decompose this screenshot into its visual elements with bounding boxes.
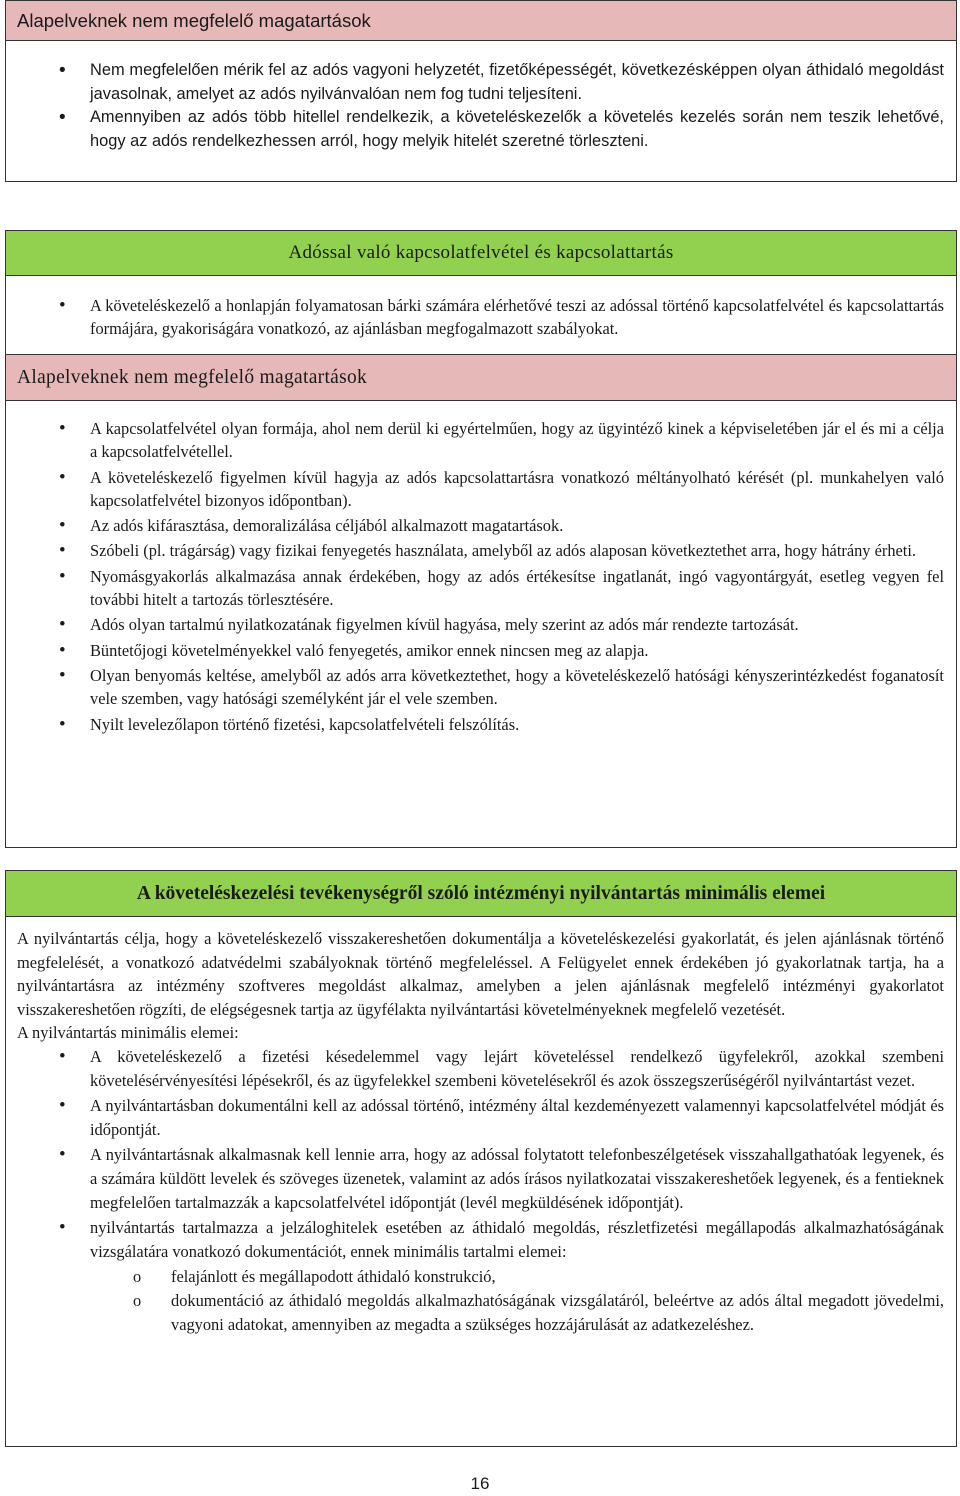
sub-list-item: o felajánlott és megállapodott áthidaló konstrukció, [17, 1265, 944, 1289]
bullet-list [6, 294, 956, 340]
section-header [6, 231, 956, 276]
list-item: • Büntetőjogi követelményekkel való fenyegetés, amikor ennek nincsen meg az alapja. [6, 639, 956, 662]
section-inappropriate-conduct-1 [5, 0, 957, 182]
list-item: • Az adós kifárasztása, demoralizálása céljából alkalmazott magatartások. [6, 514, 956, 537]
list-item: • A követeléskezelő a fizetési késedelemmel vagy lejárt követeléssel rendelkező ügyfelekről, azokkal szembeni követelésérvényesítési lépésekről, és az ügyfelekkel szembeni követelésekről és azok összegszerűségéről nyilvántartást vezet. [17, 1045, 944, 1092]
list-item: • A követeléskezelő a honlapján folyamatosan bárki számára elérhetővé teszi az adóssal történő kapcsolatfelvétel és kapcsolattartás formájára, gyakoriságára vonatkozó, az ajánlásban megfogalmazott szabályokat. [6, 294, 956, 340]
section-header [6, 1, 956, 41]
lead-text: A nyilvántartás minimális elemei: [17, 1023, 239, 1043]
sub-list-item: o dokumentáció az áthidaló megoldás alkalmazhatóságának vizsgálatáról, beleértve az adós által megadott jövedelmi, vagyoni adatokat, amennyiben az megadta a szükséges hozzájárulását az adatkezeléshez. [17, 1289, 944, 1336]
bullet-list [6, 417, 956, 736]
section-records [5, 870, 957, 1447]
list-item: • A követeléskezelő figyelmen kívül hagyja az adós kapcsolattartásra vonatkozó méltányolható kérését (pl. munkahelyen való kapcsolatfelvétel bizonyos időpontban). [6, 466, 956, 513]
list-item: • nyilvántartás tartalmazza a jelzáloghitelek esetében az áthidaló megoldás, részletfizetési megállapodás alkalmazhatóságának vizsgálatára vonatkozó dokumentációt, ennek minimális tartalmi elemei: [17, 1216, 944, 1263]
page-number: 16 [470, 1474, 490, 1493]
list-item: • Szóbeli (pl. trágárság) vagy fizikai fenyegetés használata, amelyből az adós alaposan következtethet arra, hogy hátrány érheti. [6, 539, 956, 562]
subsection-title: Alapelveknek nem megfelelő magatartások [17, 366, 368, 388]
bullet-list [17, 1045, 944, 1263]
list-item: • Amennyiben az adós több hitellel rendelkezik, a követeléskezelők a követelés kezelés során nem teszik lehetővé, hogy az adós rendelkezhessen arról, hogy melyik hitelét szeretné törleszteni. [6, 106, 956, 153]
list-item: • Nem megfelelően mérik fel az adós vagyoni helyzetét, fizetőképességét, következésképpen olyan áthidaló megoldást javasolnak, amelyet az adós nyilvánvalóan nem fog tudni teljesíteni. [6, 59, 956, 106]
section-title: Alapelveknek nem megfelelő magatartások [17, 9, 371, 31]
intro-paragraph: A nyilvántartás célja, hogy a követeléskezelő visszakereshetően dokumentálja a követeléskezelési gyakorlatát, és jelen ajánlásnak történő megfelelését, a vonatkozó adatvédelmi szabályoknak történő megfeleléssel. A Felügyelet ennek érdekében jó gyakorlatnak tartja, ha a nyilvántartásra az intézmény szoftveres megoldást alkalmaz, amelyben a jelen ajánlásnak megfelelő intézményi gyakorlatot visszakereshetően rögzíti, de elégségesnek tartja az ügyfélakta nyilvántartási követelményeknek megfelelő vezetését. [17, 929, 944, 1019]
section-header [6, 871, 956, 917]
section-title: A követeléskezelési tevékenységről szóló intézményi nyilvántartás minimális elemei [136, 882, 826, 904]
list-item: • A kapcsolatfelvétel olyan formája, ahol nem derül ki egyértelműen, hogy az ügyintéző kinek a képviseletében jár el és mi a célja a kapcsolatfelvétellel. [6, 417, 956, 464]
list-item: • Olyan benyomás keltése, amelyből az adós arra következtethet, hogy a követeléskezelő hatósági kényszerintézkedést foganatosít vele szemben, vagy hatósági személyként jár el vele szemben. [6, 664, 956, 711]
bullet-list [6, 59, 956, 153]
sub-bullet-list [17, 1265, 944, 1336]
subsection-header [6, 354, 956, 401]
list-item: • Nyomásgyakorlás alkalmazása annak érdekében, hogy az adós értékesítse ingatlanát, ingó vagyontárgyát, esetleg vegyen fel további hitelt a tartozás törlesztésére. [6, 565, 956, 612]
list-item: • A nyilvántartásban dokumentálni kell az adóssal történő, intézmény által kezdeményezett valamennyi kapcsolatfelvétel módját és időpontját. [17, 1094, 944, 1141]
list-item: • Adós olyan tartalmú nyilatkozatának figyelmen kívül hagyása, mely szerint az adós már rendezte tartozását. [6, 613, 956, 636]
list-item: • A nyilvántartásnak alkalmasnak kell lennie arra, hogy az adóssal folytatott telefonbeszélgetések visszahallgathatóak legyenek, és a számára küldött levelek és szöveges üzenetek, valamint az adós írásos nyilatkozatai visszakereshetőek legyenek, és a fentieknek megfelelően tartalmazzák a kapcsolatfelvétel időpontját (levél megküldésének időpontját). [17, 1143, 944, 1214]
section-title: Adóssal való kapcsolatfelvétel és kapcsolattartás [288, 242, 674, 263]
section-body [6, 917, 956, 1336]
section-contact [5, 230, 957, 848]
list-item: • Nyilt levelezőlapon történő fizetési, kapcsolatfelvételi felszólítás. [6, 713, 956, 736]
